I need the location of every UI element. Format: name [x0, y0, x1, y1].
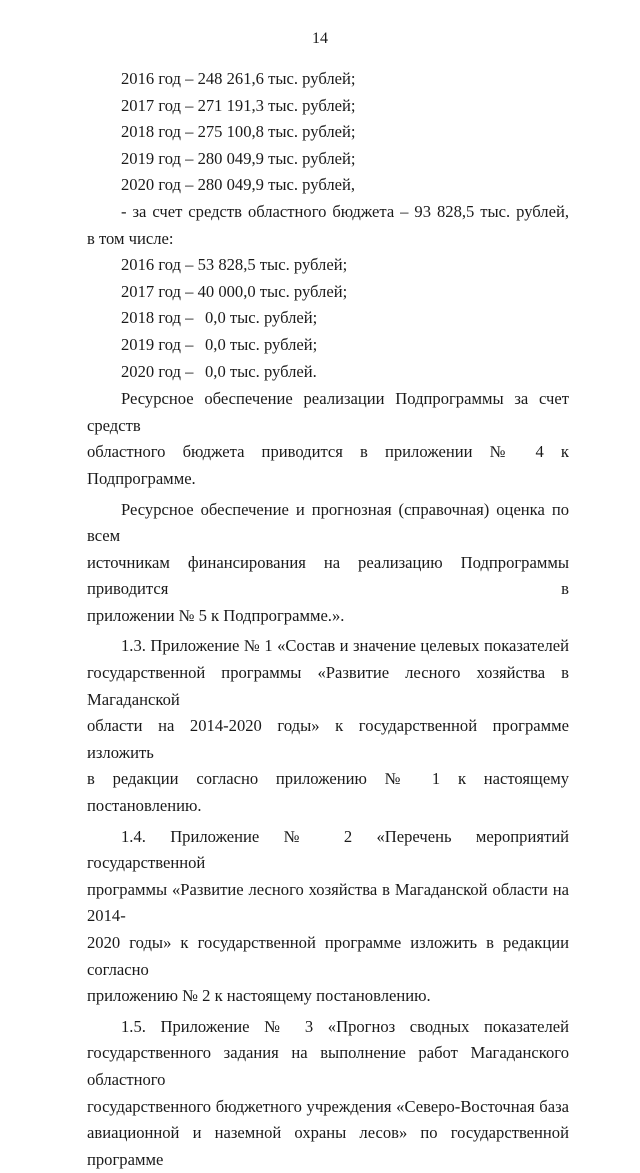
year-line: 2020 год – 280 049,9 тыс. рублей,: [121, 175, 356, 195]
paragraph-line: в редакции согласно приложению № 1 к настоящему постановлению.: [87, 769, 569, 816]
year-line: 2019 год – 280 049,9 тыс. рублей;: [121, 148, 356, 168]
paragraph-line: 1.4. Приложение № 2 «Перечень мероприятий государственной: [87, 826, 569, 873]
regional-budget-line: - за счет средств областного бюджета – 93 828,5 тыс. рублей,: [121, 201, 569, 221]
paragraph-line: авиационной и наземной охраны лесов» по государственной программе: [87, 1123, 569, 1169]
paragraph-line: 1.5. Приложение № 3 «Прогноз сводных показателей: [121, 1016, 569, 1036]
regional-years-list: [87, 252, 569, 385]
paragraph-line: государственной программы «Развитие лесного хозяйства в Магаданской: [87, 663, 569, 709]
paragraph-item-1-4: [87, 824, 569, 1010]
year-line: [87, 359, 569, 386]
year-amount: 0,0 тыс. рублей;: [205, 308, 318, 328]
paragraph-resource-all-sources: [87, 497, 569, 630]
paragraph-line: программы «Развитие лесного хозяйства в Магаданской области на 2014-: [87, 879, 569, 926]
regional-budget-intro: [87, 199, 569, 252]
year-amount: 0,0 тыс. рублей;: [205, 334, 318, 354]
year-line: 2016 год – 248 261,6 тыс. рублей;: [121, 69, 356, 88]
document-body: [87, 66, 569, 1173]
paragraph-line: 1.3. Приложение № 1 «Состав и значение целевых показателей: [121, 636, 569, 656]
year-line: 2017 год – 40 000,0 тыс. рублей;: [121, 281, 348, 301]
paragraph-line: областного бюджета приводится в приложении № 4 к Подпрограмме.: [87, 442, 569, 488]
paragraph-line: государственного задания на выполнение работ Магаданского областного: [87, 1043, 569, 1089]
year-line: [87, 332, 569, 359]
year-line: [87, 305, 569, 332]
paragraph-line: 2020 годы» к государственной программе изложить в редакции согласно: [87, 933, 569, 979]
year-line: 2018 год – 275 100,8 тыс. рублей;: [121, 122, 356, 142]
paragraph-resource-regional: [87, 386, 569, 492]
paragraph-item-1-5: [87, 1014, 569, 1173]
year-label: 2020 год –: [121, 361, 194, 381]
paragraph-line: Ресурсное обеспечение реализации Подпрограммы за счет средств: [87, 389, 569, 435]
paragraph-line: приложении № 5 к Подпрограмме.».: [87, 605, 345, 625]
regional-budget-line: в том числе:: [87, 228, 174, 248]
paragraph-line: приложению № 2 к настоящему постановлению.: [87, 986, 431, 1006]
year-label: 2018 год –: [121, 308, 194, 328]
total-years-list: [87, 66, 569, 199]
paragraph-line: области на 2014-2020 годы» к государственной программе изложить: [87, 716, 569, 762]
paragraph-item-1-3: [87, 633, 569, 819]
year-amount: 0,0 тыс. рублей.: [205, 361, 317, 381]
paragraph-line: государственного бюджетного учреждения «Северо-Восточная база: [87, 1096, 569, 1116]
year-line: 2016 год – 53 828,5 тыс. рублей;: [121, 255, 348, 275]
year-line: 2017 год – 271 191,3 тыс. рублей;: [121, 95, 356, 115]
page-number: 14: [312, 30, 328, 47]
year-label: 2019 год –: [121, 334, 194, 354]
paragraph-line: источникам финансирования на реализацию Подпрограммы приводится в: [87, 552, 569, 599]
paragraph-line: Ресурсное обеспечение и прогнозная (справочная) оценка по всем: [87, 499, 569, 546]
